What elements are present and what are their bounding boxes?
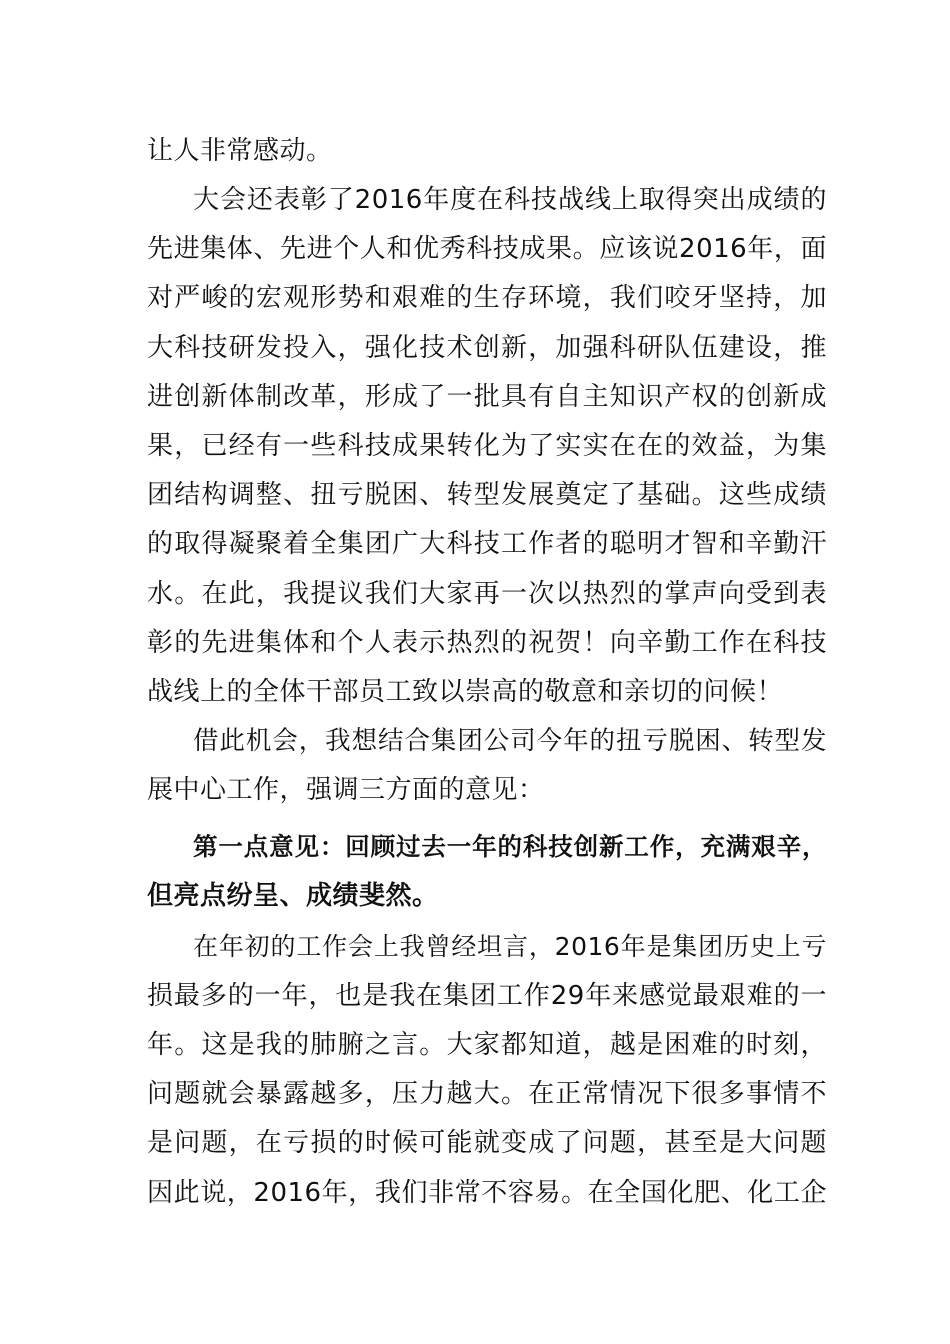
text-line: 战线上的全体干部员工致以崇高的敬意和亲切的问候！ <box>147 677 784 707</box>
section-heading: 第一点意见：回顾过去一年的科技创新工作，充满艰辛， <box>193 832 827 861</box>
text-line: 先进集体、先进个人和优秀科技成果。应该说2016年，面 <box>147 234 827 264</box>
text-line: 展中心工作，强调三方面的意见： <box>147 775 545 805</box>
section-heading-continued: 但亮点纷呈、成绩斐然。 <box>147 881 439 911</box>
text-line: 进创新体制改革，形成了一批具有自主知识产权的创新成 <box>147 382 827 412</box>
text-line: 年。这是我的肺腑之言。大家都知道，越是困难的时刻， <box>147 1030 827 1060</box>
text-line: 对严峻的宏观形势和艰难的生存环境，我们咬牙坚持，加 <box>147 283 827 313</box>
text-line: 大科技研发投入，强化技术创新，加强科研队伍建设，推 <box>147 333 827 363</box>
text-line: 是问题，在亏损的时候可能就变成了问题，甚至是大问题 <box>147 1128 827 1158</box>
paragraph-first-line: 在年初的工作会上我曾经坦言，2016年是集团历史上亏 <box>193 932 827 961</box>
paragraph-first-line: 借此机会，我想结合集团公司今年的扭亏脱困、转型发 <box>193 726 827 756</box>
text-line: 问题就会暴露越多，压力越大。在正常情况下很多事情不 <box>147 1079 827 1109</box>
text-line: 水。在此，我提议我们大家再一次以热烈的掌声向受到表 <box>147 579 827 609</box>
text-line: 因此说，2016年，我们非常不容易。在全国化肥、化工企 <box>147 1178 827 1208</box>
text-line: 果，已经有一些科技成果转化为了实实在在的效益，为集 <box>147 431 827 461</box>
text-line: 团结构调整、扭亏脱困、转型发展奠定了基础。这些成绩 <box>147 480 827 510</box>
text-line: 的取得凝聚着全集团广大科技工作者的聪明才智和辛勤汗 <box>147 529 827 559</box>
text-line: 让人非常感动。 <box>147 136 333 166</box>
paragraph-first-line: 大会还表彰了2016年度在科技战线上取得突出成绩的 <box>193 185 827 215</box>
text-line: 彰的先进集体和个人表示热烈的祝贺！向辛勤工作在科技 <box>147 628 827 658</box>
text-line: 损最多的一年，也是我在集团工作29年来感觉最艰难的一 <box>147 981 827 1011</box>
